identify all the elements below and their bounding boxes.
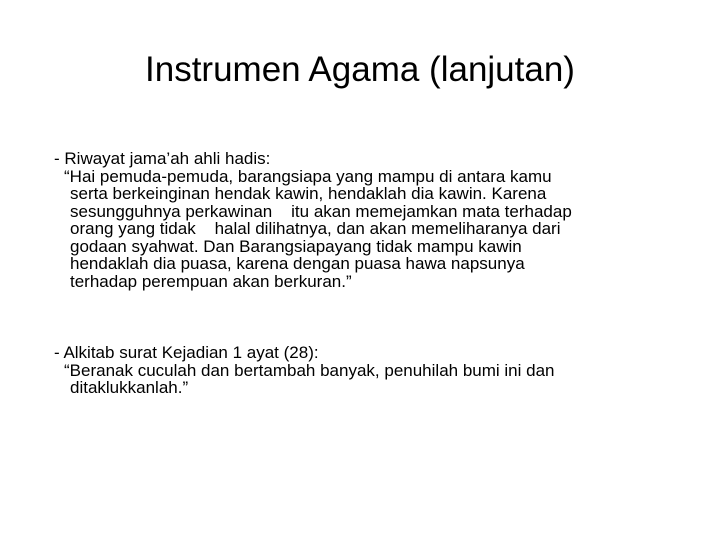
bible-quote-line: “Beranak cuculah dan bertambah banyak, penuhilah bumi ini dan	[64, 360, 555, 380]
hadith-heading: - Riwayat jama’ah ahli hadis:	[54, 149, 271, 168]
hadith-section	[54, 150, 674, 290]
bible-quote-line: ditaklukkanlah.”	[70, 378, 189, 397]
hadith-quote-line: hendaklah dia puasa, karena dengan puasa hawa napsunya	[70, 254, 525, 273]
hadith-quote-line: orang yang tidak halal dilihatnya, dan akan memeliharanya dari	[70, 219, 561, 238]
hadith-quote-line: “Hai pemuda-pemuda, barangsiapa yang mampu di antara kamu	[64, 166, 552, 186]
hadith-quote-line: sesungguhnya perkawinan itu akan memejamkan mata terhadap	[70, 201, 572, 221]
slide-title: Instrumen Agama (lanjutan)	[145, 50, 575, 89]
bible-section	[54, 344, 674, 397]
hadith-quote-line: terhadap perempuan akan berkuran.”	[70, 271, 352, 291]
hadith-quote-line: serta berkeinginan hendak kawin, hendaklah dia kawin. Karena	[70, 184, 547, 203]
hadith-quote-line: godaan syahwat. Dan Barangsiapayang tidak mampu kawin	[70, 236, 522, 256]
bible-heading: - Alkitab surat Kejadian 1 ayat (28):	[54, 343, 319, 362]
